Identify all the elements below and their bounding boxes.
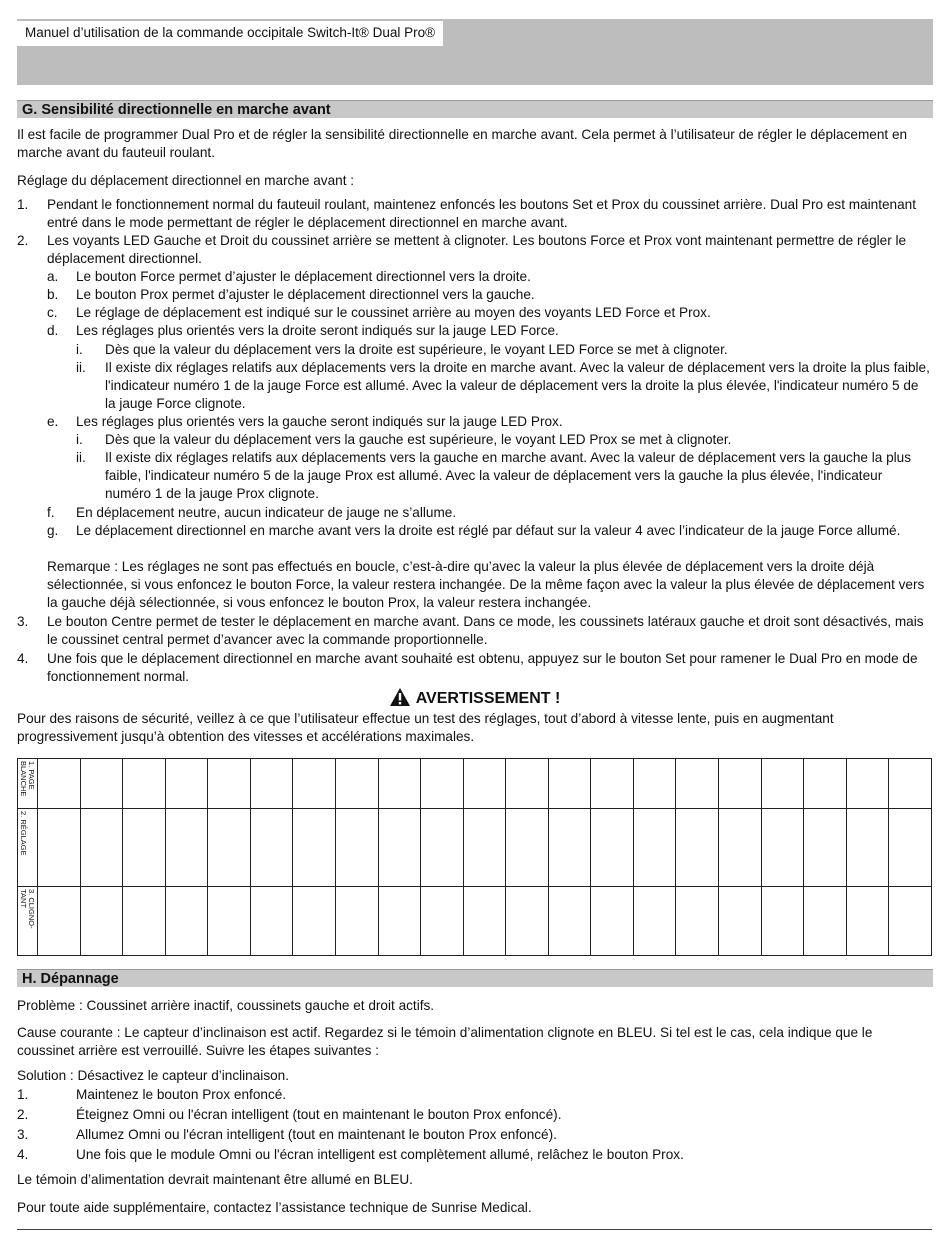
list-number: 2. — [17, 1107, 29, 1122]
substep-e-i: Dès que la valeur du déplacement vers la gauche est supérieure, le voyant LED Prox se met à clignoter. — [105, 432, 732, 447]
warning-text: Pour des raisons de sécurité, veillez à ce que l’utilisateur effectue un test des réglages, tout d’abord à vitesse lente, puis en augmentant progressivement jusqu’à obtention des vitesses et accélérations maximales. — [17, 711, 834, 744]
section-g-intro: Il est facile de programmer Dual Pro et de régler la sensibilité directionnelle en marche avant. Cela permet à l’utilisateur de régler le déplacement en marche avant du fauteuil roulant. — [17, 127, 908, 160]
grid-cell[interactable] — [719, 809, 762, 887]
grid-cell[interactable] — [38, 809, 81, 887]
remark: Remarque : Les réglages ne sont pas effectués en boucle, c’est-à-dire qu’avec la valeur la plus élevée de déplacement vers la droite déjà sélectionnée, si vous enfoncez le bouton Force, la valeur restera inchangée. De la même façon avec la valeur la plus élevée de déplacement vers la gauche déjà sélectionnée, si vous enfoncez le bouton Prox, la valeur restera inchangée. — [47, 559, 925, 610]
grid-cell[interactable] — [165, 809, 208, 887]
substep-b: Le bouton Prox permet d’ajuster le déplacement directionnel vers la gauche. — [76, 287, 535, 302]
grid-cell[interactable] — [293, 887, 336, 956]
grid-cell[interactable] — [378, 759, 421, 809]
solution-step-1: Maintenez le bouton Prox enfoncé. — [76, 1087, 287, 1102]
grid-cell[interactable] — [378, 809, 421, 887]
step-3: Le bouton Centre permet de tester le déplacement en marche avant. Dans ce mode, les coussinets latéraux gauche et droit sont désactivés, mais le coussinet central permet d’avancer avec la commande proportionnelle. — [47, 614, 924, 647]
grid-row-label-cell — [18, 759, 38, 809]
grid-cell[interactable] — [506, 887, 549, 956]
grid-cell[interactable] — [335, 887, 378, 956]
grid-cell[interactable] — [250, 759, 293, 809]
grid-cell[interactable] — [165, 759, 208, 809]
step-1: Pendant le fonctionnement normal du fauteuil roulant, maintenez enfoncés les boutons Set et Prox du coussinet arrière. Dual Pro est maintenant entré dans le mode permettant de régler le déplacement directionnel en marche avant. — [47, 197, 917, 230]
substep-d: Les réglages plus orientés vers la droite seront indiqués sur la jauge LED Force. — [76, 323, 559, 338]
grid-cell[interactable] — [250, 887, 293, 956]
grid-cell[interactable] — [378, 887, 421, 956]
grid-cell[interactable] — [123, 759, 166, 809]
grid-row-blank-page — [18, 759, 932, 809]
list-number: 3. — [17, 1127, 29, 1142]
grid-row-blinking — [18, 887, 932, 956]
grid-cell[interactable] — [719, 887, 762, 956]
grid-cell[interactable] — [591, 809, 634, 887]
grid-cell[interactable] — [633, 759, 676, 809]
step-2: Les voyants LED Gauche et Droit du coussinet arrière se mettent à clignoter. Les boutons Force et Prox vont maintenant permettre de régler le déplacement directionnel. — [47, 233, 907, 266]
grid-cell[interactable] — [548, 759, 591, 809]
grid-cell[interactable] — [761, 887, 804, 956]
solution-text: Solution : Désactivez le capteur d’inclinaison. — [17, 1068, 290, 1083]
step-4: Une fois que le déplacement directionnel en marche avant souhaité est obtenu, appuyez sur le bouton Set pour ramener le Dual Pro en mode de fonctionnement normal. — [47, 651, 918, 684]
grid-cell[interactable] — [548, 809, 591, 887]
grid-cell[interactable] — [208, 809, 251, 887]
list-letter: b. — [47, 287, 59, 302]
footer-divider — [17, 1229, 932, 1230]
substep-e: Les réglages plus orientés vers la gauche seront indiqués sur la jauge LED Prox. — [76, 414, 563, 429]
list-letter: c. — [47, 305, 58, 320]
grid-cell[interactable] — [633, 809, 676, 887]
grid-cell[interactable] — [761, 759, 804, 809]
grid-cell[interactable] — [889, 759, 932, 809]
row-label-blinking: 3. CLIGNO- TANT — [19, 889, 36, 929]
grid-cell[interactable] — [548, 887, 591, 956]
grid-cell[interactable] — [80, 809, 123, 887]
grid-cell[interactable] — [591, 887, 634, 956]
grid-cell[interactable] — [506, 759, 549, 809]
list-letter: a. — [47, 269, 59, 284]
list-roman: ii. — [76, 450, 86, 465]
result-text: Le témoin d’alimentation devrait maintenant être allumé en BLEU. — [17, 1172, 413, 1187]
grid-cell[interactable] — [38, 887, 81, 956]
grid-cell[interactable] — [591, 759, 634, 809]
grid-cell[interactable] — [208, 759, 251, 809]
grid-cell[interactable] — [804, 887, 847, 956]
grid-row-label-cell — [18, 809, 38, 887]
grid-cell[interactable] — [293, 809, 336, 887]
settings-grid — [17, 758, 932, 956]
grid-cell[interactable] — [804, 809, 847, 887]
grid-cell[interactable] — [165, 887, 208, 956]
solution-step-3: Allumez Omni ou l'écran intelligent (tout en maintenant le bouton Prox enfoncé). — [76, 1127, 557, 1142]
grid-cell[interactable] — [123, 887, 166, 956]
warning-heading — [0, 688, 950, 709]
list-roman: i. — [76, 432, 83, 447]
grid-cell[interactable] — [804, 759, 847, 809]
problem-text: Problème : Coussinet arrière inactif, coussinets gauche et droit actifs. — [17, 998, 435, 1013]
list-number: 4. — [17, 1147, 29, 1162]
section-g-heading: G. Sensibilité directionnelle en marche avant — [17, 100, 933, 118]
list-number: 4. — [17, 651, 29, 666]
grid-cell[interactable] — [80, 759, 123, 809]
grid-cell[interactable] — [335, 809, 378, 887]
grid-cell[interactable] — [463, 759, 506, 809]
grid-cell[interactable] — [846, 759, 889, 809]
substep-c: Le réglage de déplacement est indiqué sur le coussinet arrière au moyen des voyants LED Force et Prox. — [76, 305, 711, 320]
list-number: 2. — [17, 233, 29, 248]
list-number: 1. — [17, 1087, 29, 1102]
list-letter: e. — [47, 414, 59, 429]
grid-cell[interactable] — [463, 887, 506, 956]
solution-step-2: Éteignez Omni ou l'écran intelligent (tout en maintenant le bouton Prox enfoncé). — [76, 1107, 562, 1122]
grid-cell[interactable] — [719, 759, 762, 809]
grid-cell[interactable] — [846, 887, 889, 956]
list-number: 1. — [17, 197, 29, 212]
grid-cell[interactable] — [123, 809, 166, 887]
solution-step-4: Une fois que le module Omni ou l'écran intelligent est complètement allumé, relâchez le bouton Prox. — [76, 1147, 684, 1162]
row-label-blank-page: 1. PAGE BLANCHE — [19, 761, 36, 797]
grid-row-setting — [18, 809, 932, 887]
grid-cell[interactable] — [250, 809, 293, 887]
warning-title: AVERTISSEMENT ! — [415, 690, 561, 707]
section-g-subtitle: Réglage du déplacement directionnel en marche avant : — [17, 173, 355, 188]
list-letter: d. — [47, 323, 59, 338]
grid-cell[interactable] — [421, 887, 464, 956]
substep-a: Le bouton Force permet d’ajuster le déplacement directionnel vers la droite. — [76, 269, 531, 284]
grid-cell[interactable] — [506, 809, 549, 887]
grid-cell[interactable] — [889, 809, 932, 887]
grid-cell[interactable] — [676, 809, 719, 887]
section-h-heading: H. Dépannage — [17, 969, 933, 987]
grid-cell[interactable] — [38, 759, 81, 809]
list-roman: ii. — [76, 360, 86, 375]
substep-f: En déplacement neutre, aucun indicateur de jauge ne s’allume. — [76, 505, 457, 520]
substep-e-ii: Il existe dix réglages relatifs aux déplacements vers la gauche en marche avant. Avec la valeur de déplacement vers la gauche la plus faible, l'indicateur numéro 5 de la jauge Prox est allumé. Avec la valeur de déplacement vers la gauche la plus élevée, l'indicateur numéro 1 de la jauge Prox clignote. — [105, 450, 912, 501]
substep-d-i: Dès que la valeur du déplacement vers la droite est supérieure, le voyant LED Force se met à clignoter. — [105, 342, 728, 357]
grid-cell[interactable] — [80, 887, 123, 956]
list-roman: i. — [76, 342, 83, 357]
grid-cell[interactable] — [208, 887, 251, 956]
grid-cell[interactable] — [676, 887, 719, 956]
grid-cell[interactable] — [889, 887, 932, 956]
grid-cell[interactable] — [293, 759, 336, 809]
grid-cell[interactable] — [761, 809, 804, 887]
grid-row-label-cell — [18, 887, 38, 956]
grid-cell[interactable] — [633, 887, 676, 956]
grid-cell[interactable] — [846, 809, 889, 887]
grid-cell[interactable] — [421, 809, 464, 887]
grid-cell[interactable] — [676, 759, 719, 809]
substep-d-ii: Il existe dix réglages relatifs aux déplacements vers la droite en marche avant. Avec la valeur de déplacement vers la droite la plus faible, l'indicateur numéro 1 de la jauge Force est allumé. Avec la valeur de déplacement vers la droite la plus élevée, l'indicateur numéro 5 de la jauge Force clignote. — [105, 360, 930, 411]
warning-triangle-icon — [390, 688, 410, 706]
grid-cell[interactable] — [335, 759, 378, 809]
grid-cell[interactable] — [421, 759, 464, 809]
list-number: 3. — [17, 614, 29, 629]
grid-cell[interactable] — [463, 809, 506, 887]
cause-text: Cause courante : Le capteur d’inclinaison est actif. Regardez si le témoin d’alimentation clignote en BLEU. Si tel est le cas, cela indique que le coussinet arrière est verrouillé. Suivre les étapes suivantes : — [17, 1025, 873, 1058]
document-title: Manuel d’utilisation de la commande occipitale Switch-It® Dual Pro® — [17, 21, 443, 46]
contact-text: Pour toute aide supplémentaire, contactez l’assistance technique de Sunrise Medical. — [17, 1200, 532, 1215]
list-letter: f. — [47, 505, 55, 520]
row-label-setting: 2. RÉGLAGE — [19, 811, 28, 856]
substep-g: Le déplacement directionnel en marche avant vers la droite est réglé par défaut sur la valeur 4 avec l’indicateur de la jauge Force allumé. — [76, 523, 901, 538]
list-letter: g. — [47, 523, 59, 538]
